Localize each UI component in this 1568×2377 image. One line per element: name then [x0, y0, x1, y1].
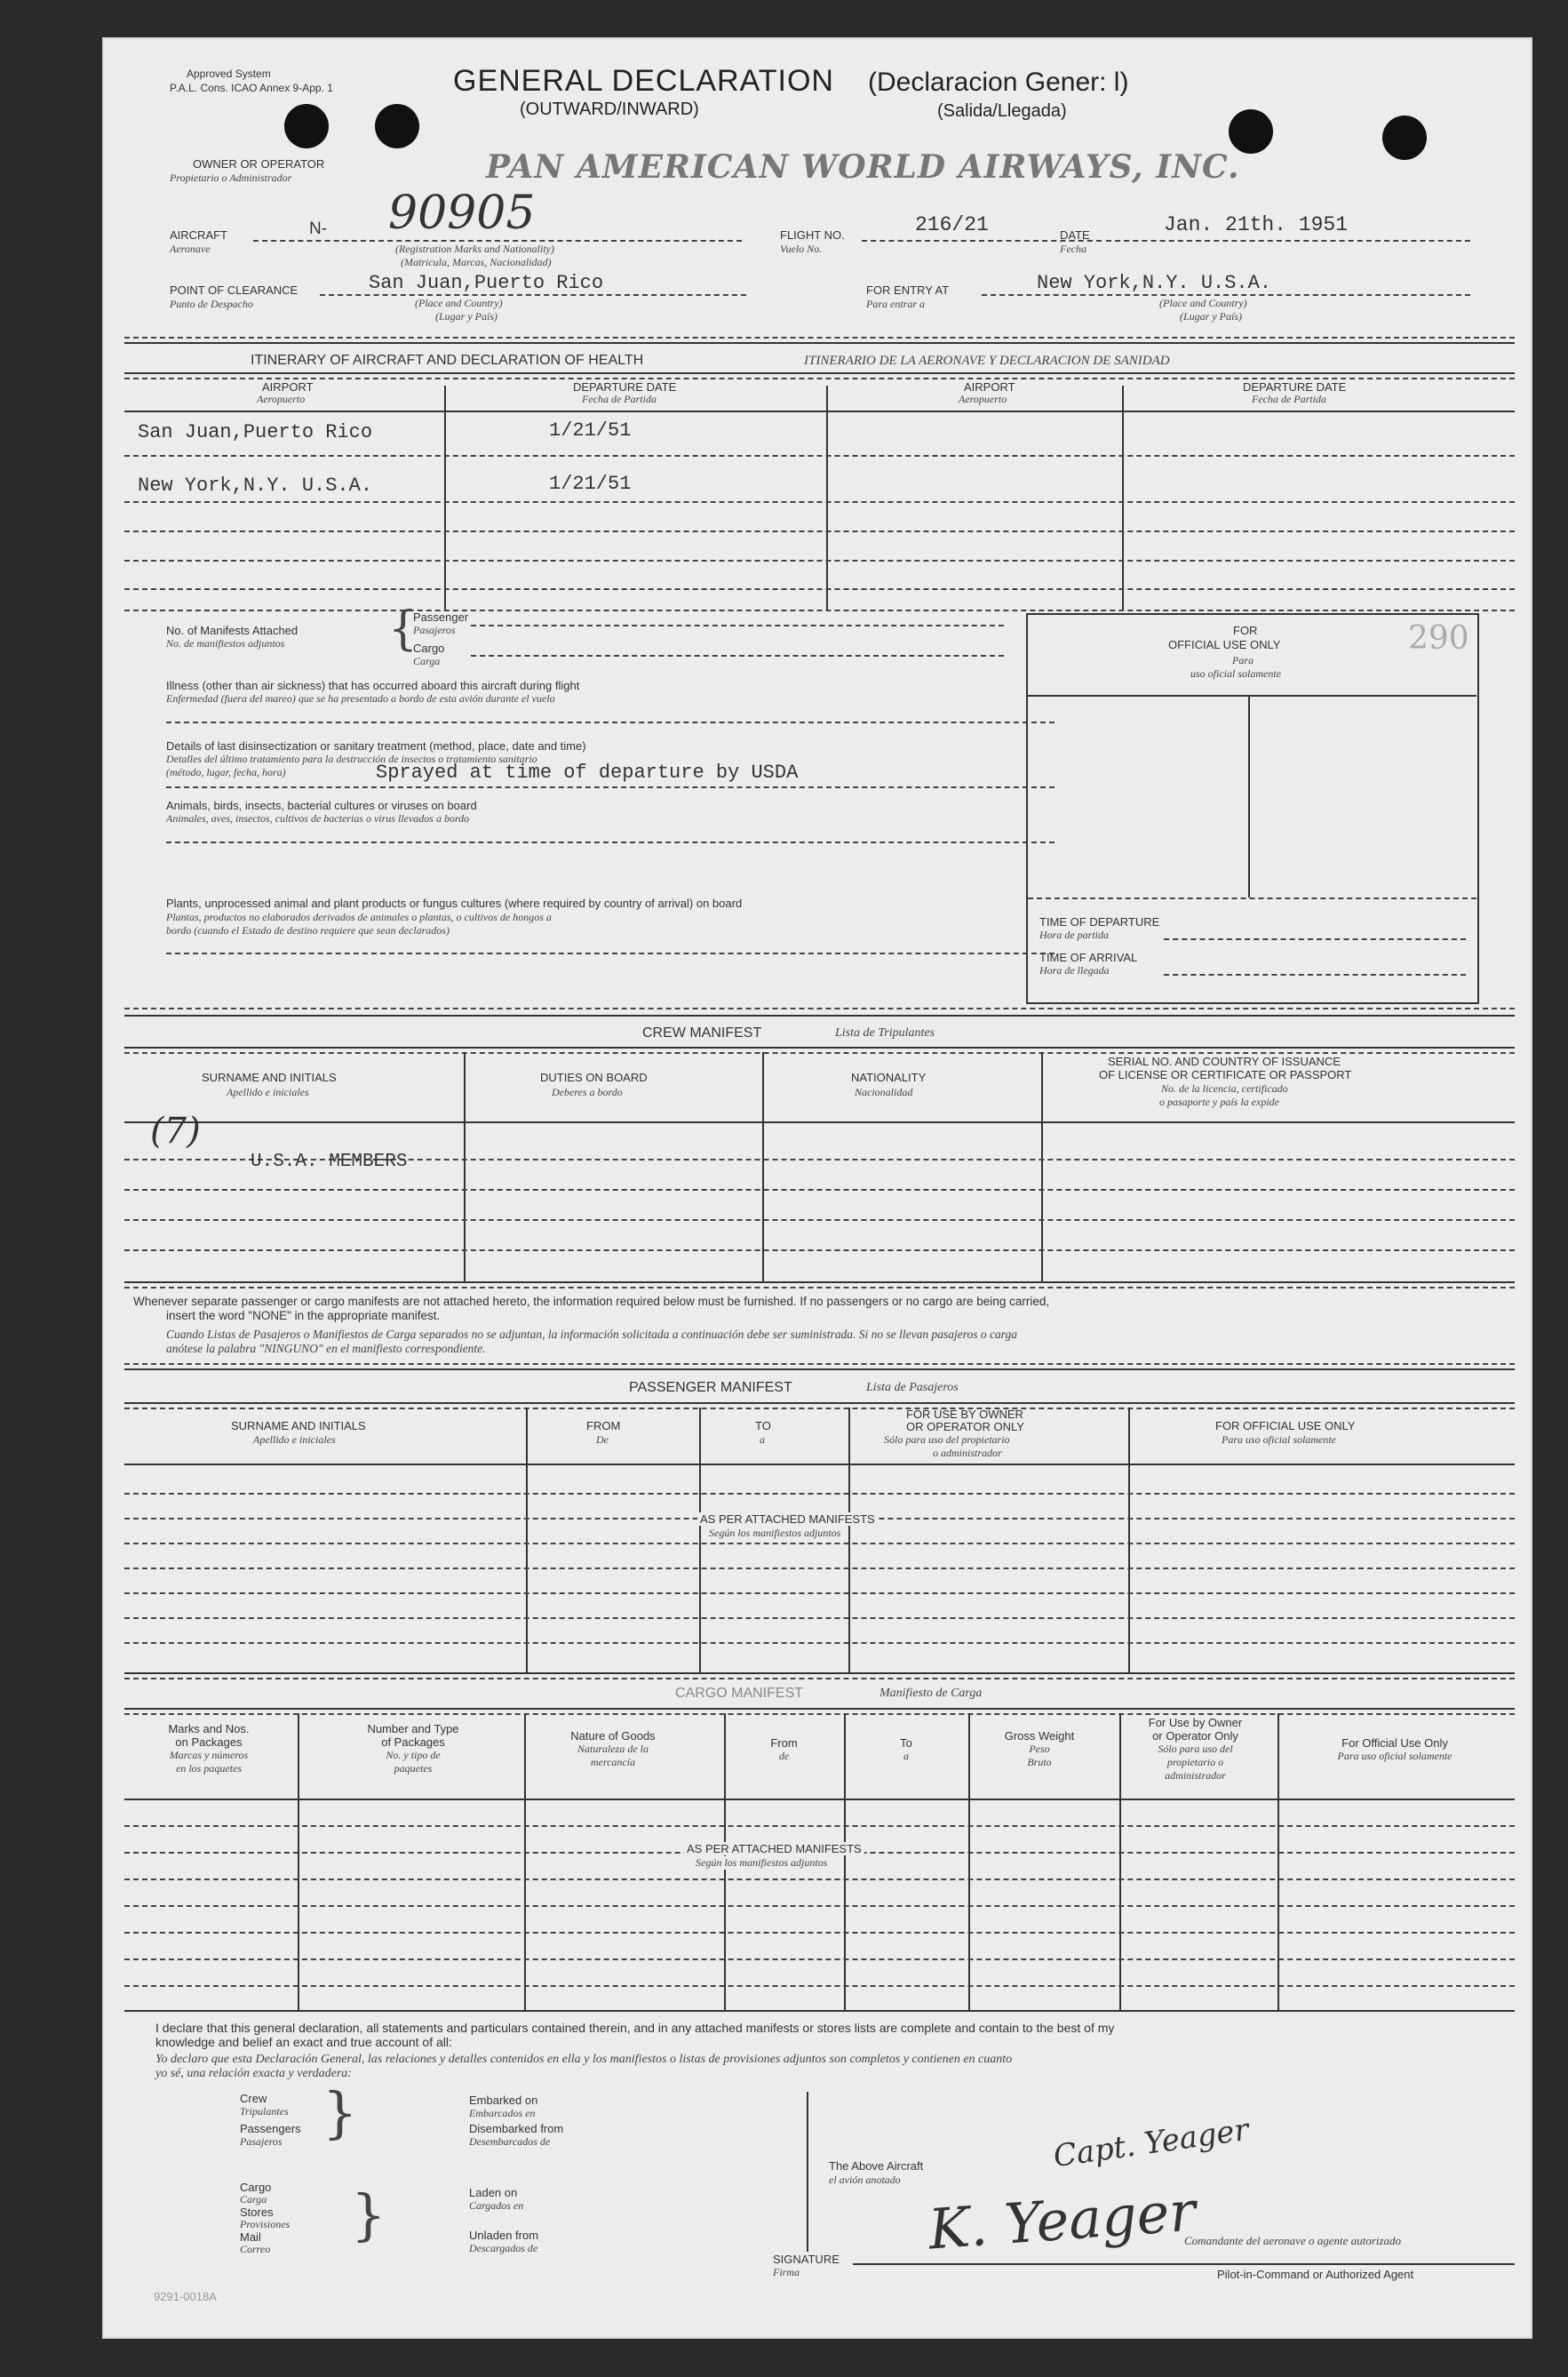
col-departure-2: DEPARTURE DATE [1243, 380, 1347, 394]
registration-note: (Registration Marks and Nationality) [395, 243, 554, 255]
clearance-place-note-es: (Lugar y País) [435, 310, 497, 323]
plants-label-es: Plantas, productos no elaborados derivados de animales o plantas, o cultivos de hongos a [166, 911, 552, 923]
manifests-label-es: No. de manifiestos adjuntos [166, 637, 285, 650]
decl-mail-es: Correo [240, 2243, 271, 2255]
crew-col-nationality-es: Nacionalidad [855, 1086, 913, 1098]
cargo-col-number-2: of Packages [381, 1735, 445, 1749]
form-subtitle: (OUTWARD/INWARD) [520, 100, 699, 119]
crew-value: U.S.A. MEMBERS [251, 1152, 408, 1172]
aircraft-label-es: Aeronave [170, 243, 211, 255]
col-departure-1: DEPARTURE DATE [573, 380, 677, 394]
official-stamp: 290 [1408, 620, 1469, 657]
itinerary-row-1-date: 1/21/51 [549, 419, 632, 442]
approved-system-line2: P.A.L. Cons. ICAO Annex 9-App. 1 [170, 82, 333, 94]
crew-col-duties: DUTIES ON BOARD [540, 1071, 648, 1084]
decl-embarked-es: Embarcados en [469, 2107, 536, 2119]
entry-place-note-es: (Lugar y País) [1180, 310, 1242, 323]
passenger-col-surname-es: Apellido e iniciales [253, 1433, 336, 1446]
crew-col-nationality: NATIONALITY [851, 1071, 927, 1084]
cargo-heading: CARGO MANIFEST [675, 1686, 804, 1701]
cargo-col-weight [973, 1729, 1106, 1769]
signature: K. Yeager [926, 2178, 1198, 2262]
passenger-col-from-es: De [596, 1433, 609, 1446]
manifests-brace: { [388, 602, 418, 656]
manifests-label: No. of Manifests Attached [166, 624, 298, 637]
flight-date: Jan. 21th. 1951 [1164, 213, 1349, 236]
clearance-value: San Juan,Puerto Rico [369, 272, 604, 294]
crew-count: (7) [150, 1111, 201, 1152]
approved-system-line1: Approved System [187, 68, 271, 80]
cargo-col-owner-1: For Use by Owner [1148, 1716, 1243, 1729]
clearance-place-note: (Place and Country) [415, 297, 503, 309]
cargo-label-es: Carga [413, 655, 441, 667]
clearance-label: POINT OF CLEARANCE [170, 283, 298, 297]
registration-note-es: (Matricula, Marcas, Nacionalidad) [401, 256, 552, 268]
cargo-col-marks-2: on Packages [175, 1735, 243, 1749]
decl-embarked: Embarked on [469, 2094, 538, 2107]
passenger-label: Passenger [413, 610, 469, 624]
signature-label: SIGNATURE [773, 2253, 840, 2266]
cargo-col-owner-5: administrador [1165, 1769, 1226, 1782]
decl-laden: Laden on [469, 2186, 518, 2199]
entry-label: FOR ENTRY AT [866, 283, 950, 297]
decl-disembarked-es: Desembarcados de [469, 2135, 551, 2148]
crew-count-value: 7 [163, 1111, 187, 1152]
col-airport-2-es: Aeropuerto [959, 393, 1007, 405]
cargo-col-marks-1: Marks and Nos. [168, 1722, 250, 1735]
above-aircraft: The Above Aircraft [829, 2159, 924, 2173]
flight-label-es: Vuelo No. [780, 243, 823, 255]
declaration-form [102, 37, 1532, 2339]
clearance-label-es: Punto de Despacho [170, 298, 253, 310]
passenger-heading-es: Lista de Pasajeros [866, 1381, 959, 1394]
punch-hole [1382, 116, 1427, 160]
signature-note: Capt. Yeager [1051, 2111, 1252, 2175]
passenger-col-to: TO [755, 1419, 771, 1432]
cargo-col-weight-3: Bruto [1027, 1756, 1052, 1768]
notice-line-2: insert the word "NONE" in the appropriate manifest. [166, 1309, 441, 1322]
form-title: GENERAL DECLARATION [453, 64, 834, 98]
decl-stores: Stores [240, 2206, 274, 2219]
punch-hole [284, 104, 329, 148]
plants-label-es-2: bordo (cuando el Estado de destino requiere que sean declarados) [166, 924, 450, 937]
crew-col-serial-es-2: o pasaporte y país la expide [1159, 1096, 1279, 1108]
decl-stores-es: Provisiones [240, 2218, 291, 2230]
cargo-col-nature-1: Nature of Goods [570, 1729, 656, 1743]
notice-line-4: anótese la palabra "NINGUNO" en el manifiesto correspondiente. [166, 1342, 486, 1355]
punch-hole [1229, 109, 1273, 154]
col-airport-2: AIRPORT [964, 380, 1015, 394]
col-airport-1: AIRPORT [262, 380, 314, 394]
decl-crew: Crew [240, 2092, 267, 2105]
crew-heading-es: Lista de Tripulantes [835, 1026, 935, 1040]
cargo-col-nature [529, 1729, 697, 1769]
passenger-attached: AS PER ATTACHED MANIFESTS [697, 1512, 878, 1526]
cargo-attached-es: Según los manifiestos adjuntos [693, 1856, 830, 1870]
col-airport-1-es: Aeropuerto [257, 393, 306, 405]
illness-label-es: Enfermedad (fuera del mareo) que se ha presentado a bordo de esta avión durante el vuelo [166, 692, 555, 705]
cargo-col-to-2: a [903, 1750, 909, 1762]
form-title-es: (Declaracion Gener: l) [868, 68, 1129, 97]
itinerary-row-1-airport: San Juan,Puerto Rico [138, 421, 373, 443]
cargo-col-weight-2: Peso [1029, 1743, 1050, 1755]
itinerary-heading: ITINERARY OF AIRCRAFT AND DECLARATION OF HEALTH [251, 353, 644, 368]
passenger-label-es: Pasajeros [413, 624, 456, 636]
date-label-es: Fecha [1060, 243, 1086, 255]
decl-cargo-es: Carga [240, 2193, 267, 2206]
official-use-only: OFFICIAL USE ONLY [1168, 638, 1281, 651]
commander: Pilot-in-Command or Authorized Agent [1217, 2268, 1414, 2281]
decl-mail: Mail [240, 2230, 261, 2244]
declaration-line-4: yo sé, una relación exacta y verdadera: [155, 2067, 352, 2080]
cargo-col-weight-1: Gross Weight [1004, 1729, 1075, 1743]
cargo-col-owner-4: propietario o [1166, 1756, 1224, 1768]
official-uso: uso oficial solamente [1190, 667, 1281, 680]
cargo-label: Cargo [413, 642, 445, 655]
entry-value: New York,N.Y. U.S.A. [1037, 272, 1272, 294]
cargo-attached: AS PER ATTACHED MANIFESTS [684, 1842, 864, 1855]
crew-col-surname-es: Apellido e iniciales [227, 1086, 309, 1098]
time-of-arrival-es: Hora de llegada [1039, 964, 1110, 977]
col-departure-1-es: Fecha de Partida [582, 393, 657, 405]
time-of-arrival: TIME OF ARRIVAL [1039, 951, 1138, 964]
decl-unladen-es: Descargados de [469, 2242, 538, 2254]
cargo-col-to-1: To [900, 1736, 912, 1750]
flight-label: FLIGHT NO. [780, 228, 845, 242]
col-departure-2-es: Fecha de Partida [1252, 393, 1326, 405]
cargo-heading-es: Manifiesto de Carga [880, 1687, 983, 1700]
passenger-col-owner-es-2: o administrador [933, 1447, 1002, 1459]
entry-label-es: Para entrar a [866, 298, 925, 310]
owner-value: PAN AMERICAN WORLD AIRWAYS, INC. [486, 148, 1240, 186]
declaration-line-3: Yo declaro que esta Declaración General, las relaciones y detalles contenidos en ella y los manifiestos o listas de provisiones adjuntos son completos y contienen en cuanto [155, 2053, 1013, 2066]
official-para: Para [1232, 654, 1254, 666]
decl-passengers-es: Pasajeros [240, 2135, 283, 2148]
passenger-col-official-es: Para uso oficial solamente [1222, 1433, 1336, 1446]
disinsect-value: Sprayed at time of departure by USDA [376, 762, 799, 784]
date-label: DATE [1060, 228, 1090, 242]
above-aircraft-es: el avión anotado [829, 2174, 901, 2186]
official-for: FOR [1233, 624, 1258, 637]
owner-label-es: Propietario o Administrador [170, 171, 292, 184]
aircraft-registration: 90905 [388, 187, 536, 240]
form-number: 9291-0018A [154, 2290, 217, 2303]
cargo-col-marks-3: Marcas y números [169, 1749, 249, 1761]
itinerary-row-2-date: 1/21/51 [549, 473, 632, 495]
decl-disembarked: Disembarked from [469, 2122, 564, 2135]
cargo-col-from-1: From [770, 1736, 798, 1750]
cargo-col-official-1: For Official Use Only [1341, 1736, 1448, 1750]
aircraft-prefix: N- [309, 219, 328, 238]
disinsect-label-es-2: (método, lugar, fecha, hora) [166, 766, 286, 778]
passenger-heading: PASSENGER MANIFEST [629, 1380, 792, 1395]
crew-heading: CREW MANIFEST [642, 1025, 762, 1041]
cargo-col-official [1288, 1736, 1501, 1763]
animals-label: Animals, birds, insects, bacterial cultures or viruses on board [166, 799, 477, 812]
cargo-col-marks-4: en los paquetes [176, 1762, 242, 1775]
decl-brace-1: } [322, 2080, 358, 2145]
plants-label: Plants, unprocessed animal and plant products or fungus cultures (where required by country of arrival) on board [166, 897, 743, 910]
decl-crew-es: Tripulantes [240, 2105, 289, 2118]
passenger-col-official: FOR OFFICIAL USE ONLY [1215, 1419, 1356, 1432]
time-of-departure-es: Hora de partida [1039, 929, 1109, 941]
cargo-col-official-2: Para uso oficial solamente [1337, 1750, 1453, 1762]
cargo-col-to [848, 1736, 964, 1763]
passenger-col-surname: SURNAME AND INITIALS [231, 1419, 366, 1432]
crew-col-surname: SURNAME AND INITIALS [202, 1071, 337, 1084]
cargo-col-from [728, 1736, 840, 1763]
passenger-attached-es: Según los manifiestos adjuntos [706, 1527, 843, 1540]
decl-cargo: Cargo [240, 2181, 272, 2194]
signature-label-es: Firma [773, 2266, 800, 2278]
crew-col-serial-es-1: No. de la licencia, certificado [1161, 1082, 1288, 1095]
cargo-col-nature-3: mercancía [590, 1756, 636, 1768]
decl-passengers: Passengers [240, 2122, 301, 2135]
declaration-line-2: knowledge and belief an exact and true account of all: [155, 2035, 452, 2049]
cargo-col-owner [1122, 1716, 1269, 1783]
form-subtitle-es: (Salida/Llegada) [937, 101, 1067, 121]
cargo-col-owner-3: Sólo para uso del [1158, 1743, 1233, 1755]
time-of-departure: TIME OF DEPARTURE [1039, 915, 1160, 929]
decl-laden-es: Cargados en [469, 2199, 524, 2212]
illness-label: Illness (other than air sickness) that has occurred aboard this aircraft during flight [166, 679, 580, 692]
passenger-col-owner-2: OR OPERATOR ONLY [906, 1420, 1024, 1433]
disinsect-label-es: Detalles del último tratamiento para la destrucción de insectos o tratamiento sanitario [166, 753, 537, 765]
decl-unladen: Unladen from [469, 2229, 539, 2242]
cargo-col-from-2: de [778, 1750, 790, 1762]
owner-label: OWNER OR OPERATOR [193, 157, 325, 171]
cargo-col-marks [124, 1722, 293, 1775]
itinerary-row-2-airport: New York,N.Y. U.S.A. [138, 475, 373, 497]
passenger-col-owner-1: FOR USE BY OWNER [906, 1408, 1023, 1421]
cargo-col-number-3: No. y tipo de [386, 1749, 441, 1761]
crew-col-serial-1: SERIAL NO. AND COUNTRY OF ISSUANCE [1108, 1055, 1341, 1068]
disinsect-label: Details of last disinsectization or sanitary treatment (method, place, date and time) [166, 739, 586, 753]
cargo-col-number-1: Number and Type [367, 1722, 459, 1735]
cargo-col-number [329, 1722, 497, 1775]
notice-line-1: Whenever separate passenger or cargo manifests are not attached hereto, the information required below must be furnished. If no passengers or no cargo are being carried, [133, 1295, 1050, 1308]
flight-number: 216/21 [915, 213, 989, 236]
punch-hole [375, 104, 419, 148]
crew-col-duties-es: Deberes a bordo [552, 1086, 623, 1098]
passenger-col-owner-es-1: Sólo para uso del propietario [884, 1433, 1010, 1446]
passenger-col-from: FROM [586, 1419, 621, 1432]
animals-label-es: Animales, aves, insectos, cultivos de bacterias o virus llevados a bordo [166, 812, 470, 825]
decl-brace-2: } [351, 2182, 386, 2247]
itinerary-heading-es: ITINERARIO DE LA AERONAVE Y DECLARACION DE SANIDAD [804, 354, 1170, 368]
crew-col-serial-2: OF LICENSE OR CERTIFICATE OR PASSPORT [1099, 1068, 1352, 1081]
cargo-col-nature-2: Naturaleza de la [577, 1743, 649, 1755]
commander-es: Comandante del aeronave o agente autorizado [1184, 2234, 1401, 2247]
notice-line-3: Cuando Listas de Pasajeros o Manifiestos de Carga separados no se adjuntan, la información solicitada a continuación debe ser suministrada. Si no se llevan pasajeros o carga [166, 1328, 1017, 1341]
entry-place-note: (Place and Country) [1159, 297, 1247, 309]
aircraft-label: AIRCRAFT [170, 228, 227, 242]
declaration-line-1: I declare that this general declaration, all statements and particulars contained therein, and in any attached manifests or stores lists are complete and contain to the best of my [155, 2021, 1115, 2035]
cargo-col-number-4: paquetes [394, 1762, 433, 1775]
passenger-col-to-es: a [760, 1433, 765, 1446]
cargo-col-owner-2: or Operator Only [1152, 1729, 1238, 1743]
